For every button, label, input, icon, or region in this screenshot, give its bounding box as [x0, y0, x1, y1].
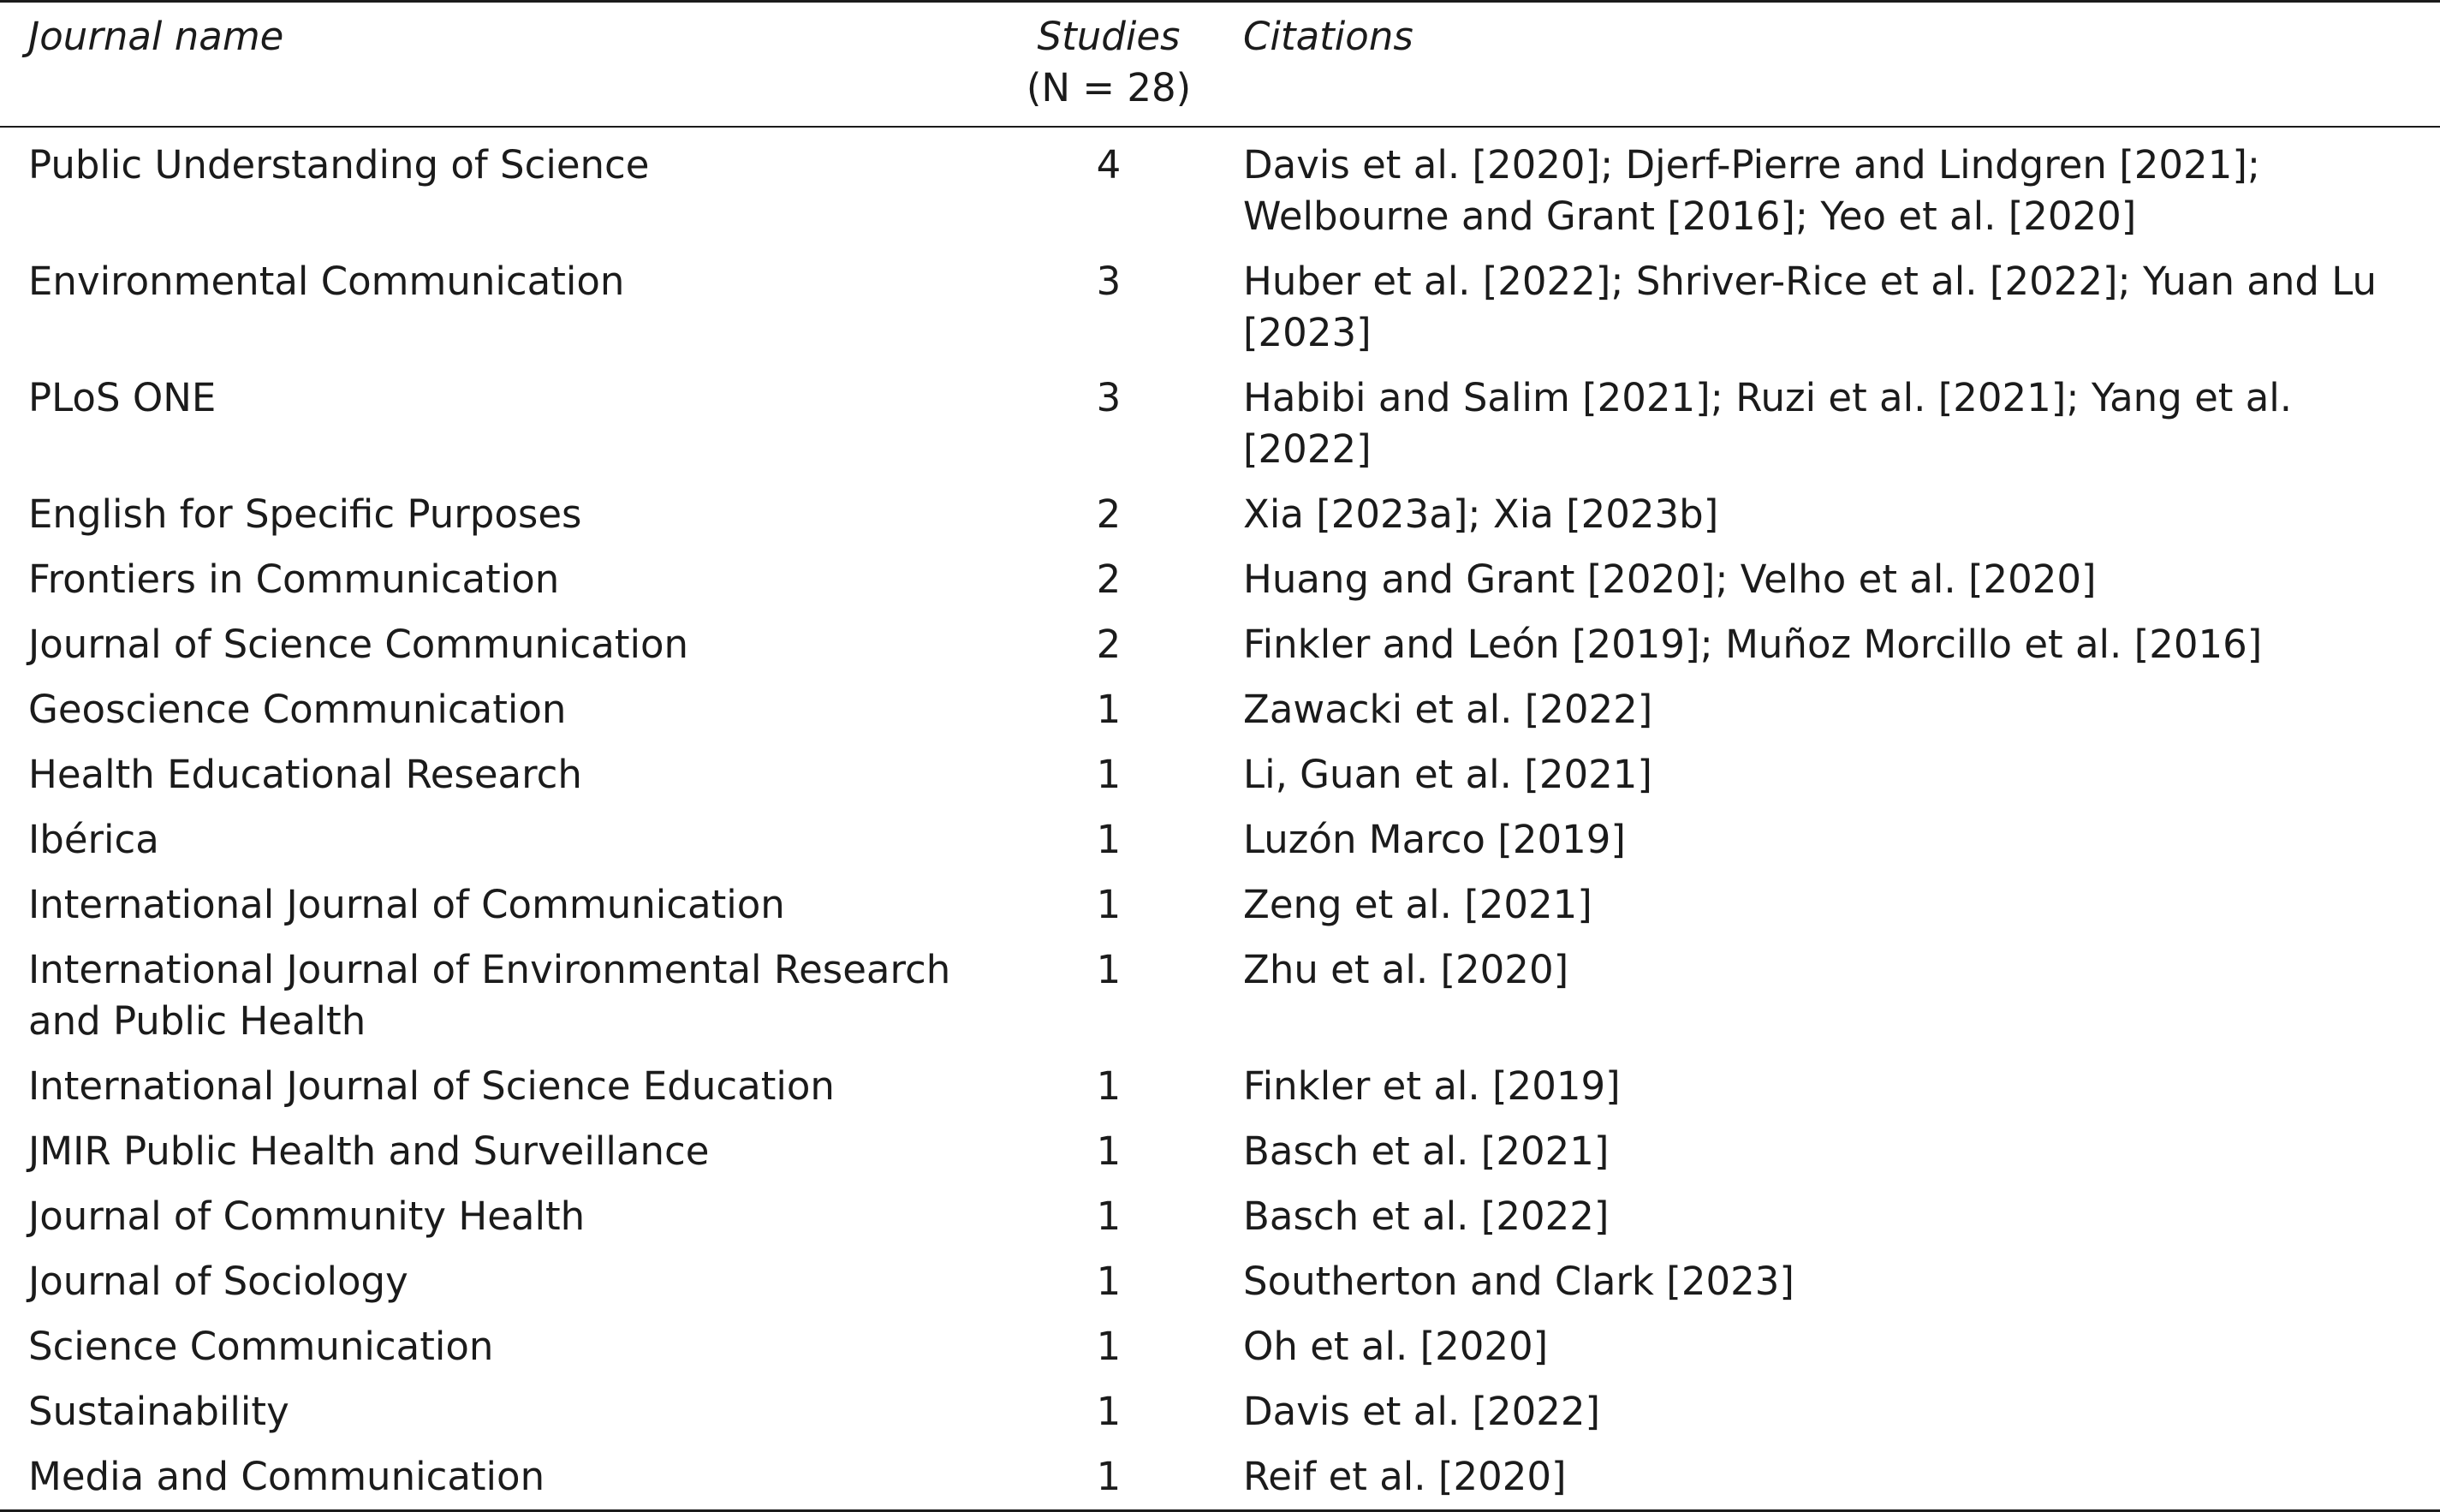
studies-count-cell: 1	[1096, 947, 1122, 992]
table-row	[0, 249, 2440, 366]
studies-count-cell: 1	[1096, 817, 1122, 862]
citations-cell: Basch et al. [2022]	[1243, 1194, 1610, 1239]
table-row	[0, 1119, 2440, 1184]
studies-count-cell: 2	[1096, 491, 1122, 537]
citations-cell: Habibi and Salim [2021]; Ruzi et al. [2021]; Yang et al. [2022]	[1243, 375, 2293, 472]
studies-count-cell: 1	[1096, 1389, 1122, 1434]
studies-count-cell: 1	[1096, 1063, 1122, 1109]
table-row	[0, 872, 2440, 938]
table-row	[0, 482, 2440, 547]
citations-cell: Reif et al. [2020]	[1243, 1454, 1567, 1499]
studies-count-cell: 1	[1096, 752, 1122, 797]
journal-name-cell: International Journal of Environmental Research and Public Health	[28, 947, 951, 1044]
table-row	[0, 938, 2440, 1054]
studies-count-cell: 1	[1096, 1194, 1122, 1239]
journal-name-cell: Environmental Communication	[28, 259, 625, 304]
studies-count-cell: 3	[1096, 259, 1122, 304]
journal-name-cell: International Journal of Communication	[28, 882, 785, 927]
table-row	[0, 1379, 2440, 1444]
studies-count-cell: 2	[1096, 557, 1122, 602]
table-header	[0, 2, 2440, 128]
table-row	[0, 366, 2440, 482]
citations-cell: Finkler et al. [2019]	[1243, 1063, 1621, 1109]
citations-cell: Zeng et al. [2021]	[1243, 882, 1592, 927]
studies-count-cell: 1	[1096, 1128, 1122, 1174]
citations-cell: Huber et al. [2022]; Shriver-Rice et al. [2022]; Yuan and Lu [2023]	[1243, 259, 2378, 355]
citations-cell: Zawacki et al. [2022]	[1243, 687, 1653, 732]
header-studies	[993, 2, 1224, 128]
journal-name-cell: Journal of Sociology	[28, 1259, 408, 1304]
studies-count-cell: 1	[1096, 882, 1122, 927]
studies-count-cell: 1	[1096, 1454, 1122, 1499]
studies-count-cell: 3	[1096, 375, 1122, 420]
citations-cell: Finkler and León [2019]; Muñoz Morcillo et al. [2016]	[1243, 622, 2263, 667]
header-journal-name: Journal name	[28, 14, 284, 59]
journal-name-cell: Health Educational Research	[28, 752, 582, 797]
table-row	[0, 1054, 2440, 1119]
table-row	[0, 612, 2440, 677]
citations-cell: Xia [2023a]; Xia [2023b]	[1243, 491, 1719, 537]
studies-count-cell: 4	[1096, 142, 1122, 188]
journal-name-cell: Ibérica	[28, 817, 159, 862]
table-row	[0, 1249, 2440, 1314]
table-row	[0, 677, 2440, 742]
journal-name-cell: JMIR Public Health and Surveillance	[28, 1128, 710, 1174]
table-row	[0, 1444, 2440, 1511]
table-row	[0, 742, 2440, 807]
citations-cell: Zhu et al. [2020]	[1243, 947, 1569, 992]
journal-name-cell: Sustainability	[28, 1389, 289, 1434]
journal-name-cell: Journal of Community Health	[28, 1194, 586, 1239]
table-row	[0, 547, 2440, 612]
journal-name-cell: Media and Communication	[28, 1454, 545, 1499]
citations-cell: Basch et al. [2021]	[1243, 1128, 1610, 1174]
journal-name-cell: Public Understanding of Science	[28, 142, 650, 188]
citations-cell: Luzón Marco [2019]	[1243, 817, 1626, 862]
citations-cell: Li, Guan et al. [2021]	[1243, 752, 1652, 797]
studies-count-cell: 1	[1096, 1324, 1122, 1369]
journal-name-cell: Journal of Science Communication	[28, 622, 689, 667]
citations-cell: Davis et al. [2022]	[1243, 1389, 1601, 1434]
citations-cell: Southerton and Clark [2023]	[1243, 1259, 1794, 1304]
header-studies-label: Studies	[1037, 14, 1181, 59]
studies-count-cell: 2	[1096, 622, 1122, 667]
citations-cell: Huang and Grant [2020]; Velho et al. [2020]	[1243, 557, 2097, 602]
header-row	[0, 2, 2440, 128]
journal-name-cell: English for Specific Purposes	[28, 491, 582, 537]
table-row	[0, 1184, 2440, 1249]
citations-cell: Oh et al. [2020]	[1243, 1324, 1549, 1369]
journal-name-cell: PLoS ONE	[28, 375, 217, 420]
table-body	[0, 127, 2440, 1511]
studies-count-cell: 1	[1096, 1259, 1122, 1304]
table-row	[0, 127, 2440, 249]
citations-cell: Davis et al. [2020]; Djerf-Pierre and Lindgren [2021]; Welbourne and Grant [2016]; Yeo et al. [2020]	[1243, 142, 2261, 239]
journal-name-cell: Geoscience Communication	[28, 687, 567, 732]
studies-count-cell: 1	[1096, 687, 1122, 732]
table-row	[0, 1314, 2440, 1379]
journal-name-cell: Frontiers in Communication	[28, 557, 560, 602]
header-citations: Citations	[1243, 14, 1413, 59]
table-row	[0, 807, 2440, 872]
header-studies-count: (N = 28)	[1026, 65, 1192, 110]
journal-name-cell: Science Communication	[28, 1324, 494, 1369]
journal-name-cell: International Journal of Science Education	[28, 1063, 835, 1109]
